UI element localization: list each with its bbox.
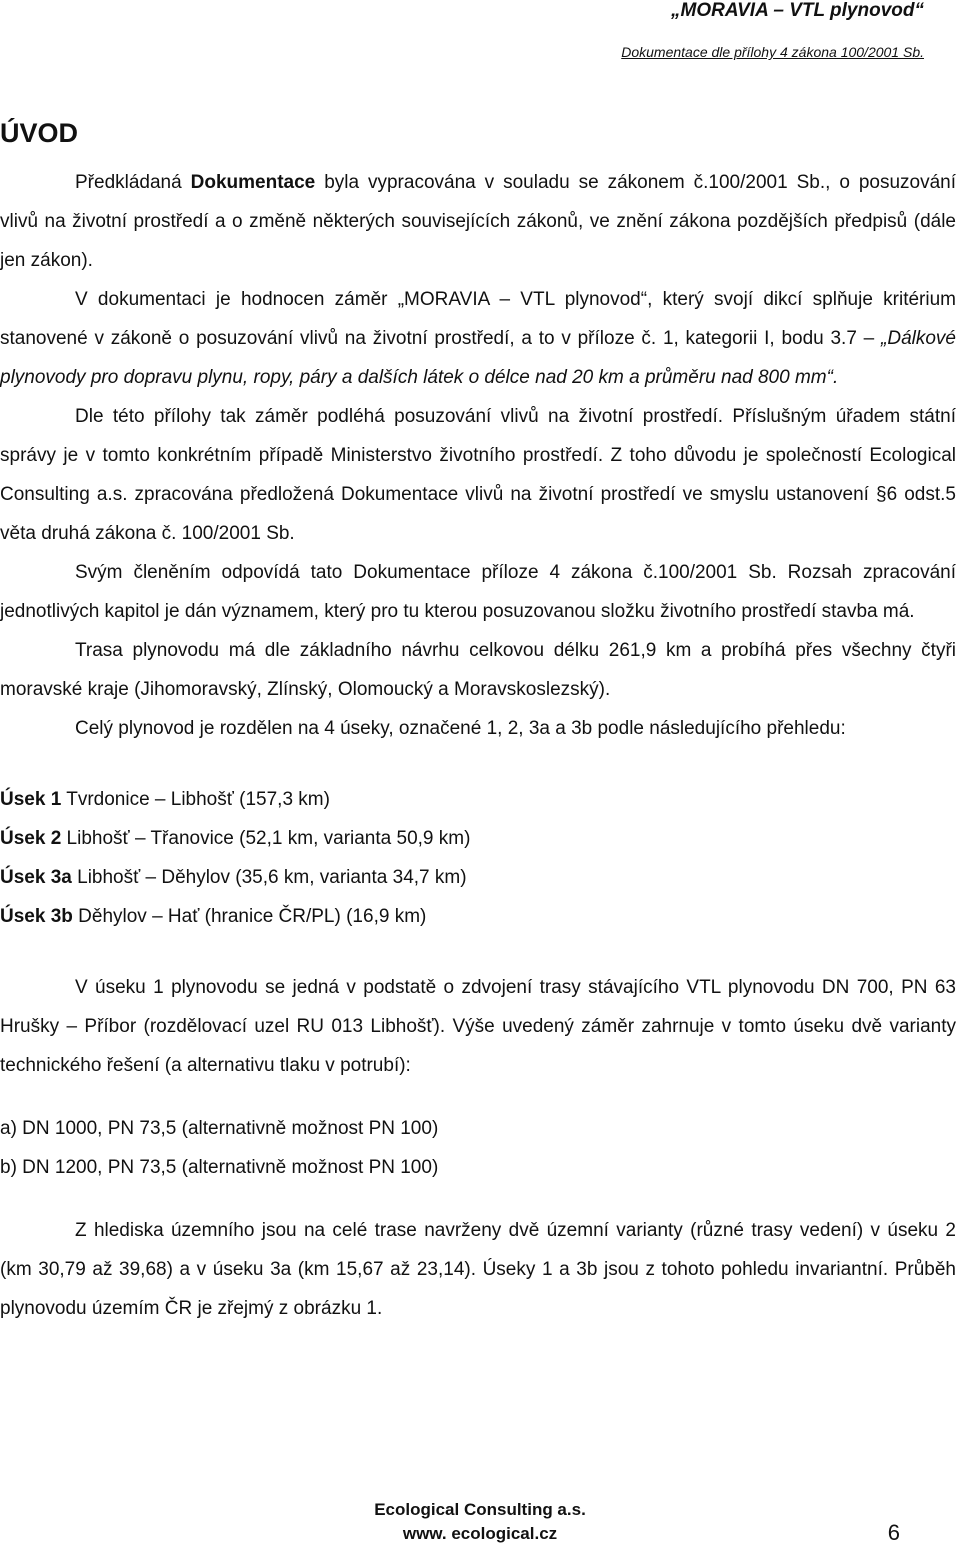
header-subtitle: Dokumentace dle přílohy 4 zákona 100/2001 Sb. <box>621 44 924 60</box>
intro-text-end: byla vypracována v souladu se zákonem č.100/2001 Sb., o posuzování vlivů na životní prostředí a o změně některých souvisejících zákonů, ve znění zákona pozdějších předpisů (dále jen zákon). <box>0 172 957 271</box>
footer-company: Ecological Consulting a.s. <box>374 1500 586 1519</box>
section-text: Tvrdonice – Libhošť (157,3 km) <box>61 789 330 810</box>
paragraph-authority: Dle této přílohy tak záměr podléhá posuzování vlivů na životní prostředí. Příslušným úřadem státní správy je v tomto konkrétním případě Ministerstvo životního prostředí. Z toho důvodu je společností Ecological Consulting a.s. zpracována předložená Dokumentace vlivů na životní prostředí ve smyslu ustanovení §6 odst.5 věta druhá zákona č. 100/2001 Sb. <box>0 406 956 544</box>
section-label: Úsek 2 <box>0 828 62 849</box>
section-list <box>0 780 956 936</box>
footer-url: www. ecological.cz <box>402 1524 558 1543</box>
paragraph-variants: Z hlediska územního jsou na celé trase navrženy dvě územní varianty (různé trasy vedení) v úseku 2 (km 30,79 až 39,68) a v úseku 3a (km 15,67 až 23,14). Úseky 1 a 3b jsou z tohoto pohledu invariantní. Průběh plynovodu územím ČR je zřejmý z obrázku 1. <box>0 1220 956 1319</box>
section-label: Úsek 3b <box>0 906 73 927</box>
paragraph-intro <box>0 163 956 280</box>
list-item <box>0 819 956 858</box>
list-item <box>0 858 956 897</box>
project-quote: „Dálkové plynovody pro dopravu plynu, ropy, páry a dalších látek o délce nad 20 km a průměru nad 800 mm“. <box>0 328 956 388</box>
option-list <box>0 1109 956 1187</box>
section-title: ÚVOD <box>0 118 79 148</box>
page-number: 6 <box>887 1520 900 1545</box>
paragraph-sections-intro: Celý plynovod je rozdělen na 4 úseky, označené 1, 2, 3a a 3b podle následujícího přehledu: <box>75 718 846 739</box>
intro-text-start: Předkládaná <box>75 172 191 193</box>
project-text: V dokumentaci je hodnocen záměr „MORAVIA – VTL plynovod“, který svojí dikcí splňuje kritérium stanovené v zákoně o posuzování vlivů na životní prostředí, a to v příloze č. 1, kategorii I, bodu 3.7 – <box>0 289 956 349</box>
section-label: Úsek 3a <box>0 867 72 888</box>
document-body <box>0 163 956 1328</box>
section-text: Děhylov – Hať (hranice ČR/PL) (16,9 km) <box>72 906 427 927</box>
section-label: Úsek 1 <box>0 789 62 810</box>
list-item: a) DN 1000, PN 73,5 (alternativně možnost PN 100) <box>0 1118 439 1139</box>
paragraph-project <box>0 280 956 397</box>
paragraph-structure: Svým členěním odpovídá tato Dokumentace příloze 4 zákona č.100/2001 Sb. Rozsah zpracování jednotlivých kapitol je dán významem, který pro tu kterou posuzovanou složku životního prostředí stavba má. <box>0 562 956 622</box>
section-text: Libhošť – Děhylov (35,6 km, varianta 34,7 km) <box>71 867 467 888</box>
header-title: „MORAVIA – VTL plynovod“ <box>671 0 924 21</box>
list-item <box>0 780 956 819</box>
intro-bold-term: Dokumentace <box>190 172 316 193</box>
section-text: Libhošť – Třanovice (52,1 km, varianta 50,9 km) <box>61 828 471 849</box>
paragraph-route: Trasa plynovodu má dle základního návrhu celkovou délku 261,9 km a probíhá přes všechny čtyři moravské kraje (Jihomoravský, Zlínský, Olomoucký a Moravskoslezský). <box>0 640 956 700</box>
paragraph-section1: V úseku 1 plynovodu se jedná v podstatě o zdvojení trasy stávajícího VTL plynovodu DN 700, PN 63 Hrušky – Příbor (rozdělovací uzel RU 013 Libhošť). Výše uvedený záměr zahrnuje v tomto úseku dvě varianty technického řešení (a alternativu tlaku v potrubí): <box>0 977 956 1076</box>
list-item <box>0 897 956 936</box>
list-item: b) DN 1200, PN 73,5 (alternativně možnost PN 100) <box>0 1157 439 1178</box>
